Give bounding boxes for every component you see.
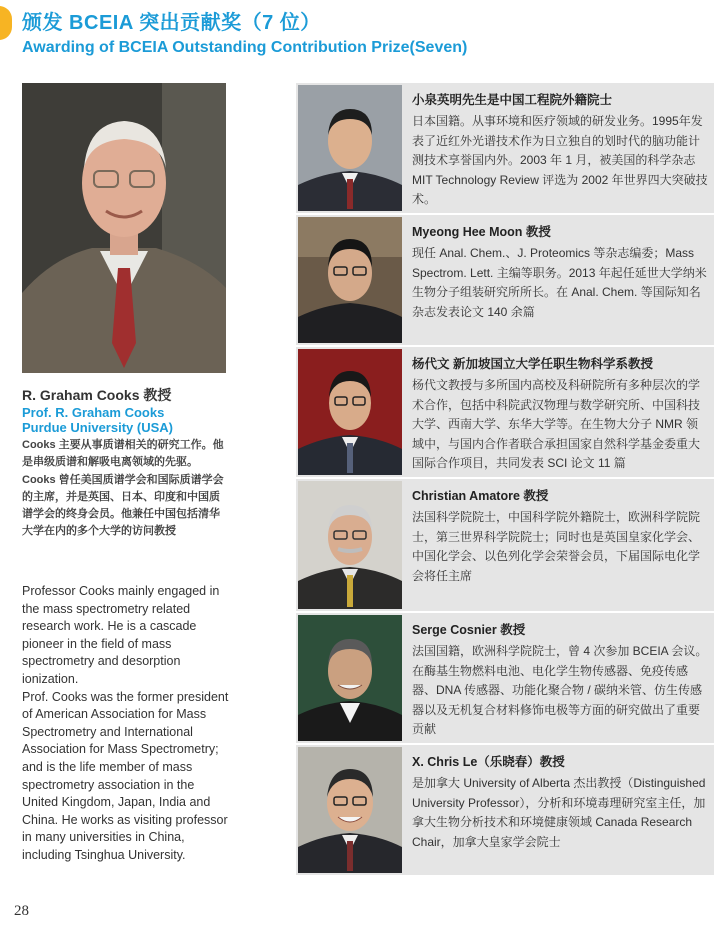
awardee-photo — [298, 85, 402, 211]
awardee-name: 小泉英明先生是中国工程院外籍院士 — [412, 93, 613, 107]
awardee-name: X. Chris Le（乐晓春）教授 — [412, 755, 565, 769]
awardee-name: 杨代文 新加坡国立大学任职生物科学系教授 — [412, 357, 653, 371]
awardee-description: 法国国籍，欧洲科学院院士，曾 4 次参加 BCEIA 会议。在酶基生物燃料电池、电化学生物传感器、免疫传感器、DNA 传感器、功能化聚合物 / 碳纳米管、仿生传感器以及无机复合材料修饰电极等方面的研究做出了重要贡献 — [412, 644, 708, 736]
awardee-description: 现任 Anal. Chem.、J. Proteomics 等杂志编委；Mass Spectrom. Lett. 主编等职务。2013 年起任延世大学纳米生物分子组装研究所所长。在 Anal. Chem. 等国际知名杂志发表论文 140 余篇 — [412, 246, 707, 319]
main-subtitle-university: Purdue University (USA) — [22, 420, 173, 435]
awardee-row — [296, 479, 714, 611]
main-awardee-subtitle — [22, 405, 173, 435]
awardee-row — [296, 613, 714, 743]
main-bio-cn-para2: Cooks 曾任美国质谱学会和国际质谱学会的主席，并是英国、日本、印度和中国质谱学会的终身会员。他兼任中国包括清华大学在内的多个大学的访问教授 — [22, 473, 224, 538]
awardee-name: Serge Cosnier 教授 — [412, 623, 526, 637]
awardee-photo — [298, 481, 402, 609]
main-portrait-photo — [22, 83, 226, 373]
main-bio-en-para1: Professor Cooks mainly engaged in the mass spectrometry related research work. He is a cascade pioneer in the field of mass spectrometry and desorption ionization. — [22, 584, 220, 686]
awardee-row — [296, 745, 714, 875]
awardee-row — [296, 215, 714, 345]
awardee-description: 日本国籍。从事环境和医疗领域的研发业务。1995年发表了近红外光谱技术作为日立独自的划时代的脑功能计测技术享誉国内外。2003 年 1 月，被美国的科学杂志 MIT Technology Review 评选为 2002 年世界四大突破技术。 — [412, 114, 708, 206]
page-title-en: Awarding of BCEIA Outstanding Contribution Prize(Seven) — [22, 39, 468, 56]
main-awardee-name: R. Graham Cooks 教授 — [22, 387, 172, 403]
awardee-description: 法国科学院院士，中国科学院外籍院士，欧洲科学院院士，第三世界科学院院士；同时也是英国皇家化学会、中国化学会、以色列化学会荣誉会员，下届国际电化学会将任主席 — [412, 510, 701, 583]
awardee-photo — [298, 615, 402, 741]
main-bio-en-para2: Prof. Cooks was the former president of American Association for Mass Spectrometry and International Association for Mass Spectrometry; and is the life member of mass spectrometry association in the United Kingdom, Japan, India and China. He works as visiting professor in many universities in China, including Tsinghua University. — [22, 689, 229, 862]
main-subtitle-name: Prof. R. Graham Cooks — [22, 405, 165, 420]
main-bio-cn — [22, 437, 230, 541]
awardee-name: Christian Amatore 教授 — [412, 489, 549, 503]
awardee-description: 杨代文教授与多所国内高校及科研院所有多种层次的学术合作，包括中科院武汉物理与数学研究所、中国科技大学、西南大学、东华大学等。在生物大分子 NMR 领域中，与国内合作者联合承担国家自然科学基金委重大国际合作项目，共同发表 SCI 论文 11 篇 — [412, 378, 701, 470]
awardee-description: 是加拿大 University of Alberta 杰出教授（Distinguished University Professor），分析和环境毒理研究室主任，加拿大生物分析技术和环境健康领域 Canada Research Chair，加拿大皇家学会院士 — [412, 776, 706, 849]
main-bio-cn-para1: Cooks 主要从事质谱相关的研究工作。他是串级质谱和解吸电离领域的先驱。 — [22, 439, 224, 469]
awardee-row — [296, 347, 714, 477]
awardee-photo — [298, 747, 402, 873]
awardee-photo — [298, 349, 402, 475]
page-number: 28 — [14, 903, 29, 919]
awardee-row — [296, 83, 714, 213]
main-bio-en — [22, 583, 230, 865]
header-tab-marker — [0, 6, 12, 40]
page-title-cn: 颁发 BCEIA 突出贡献奖（7 位） — [22, 12, 321, 34]
awardee-photo — [298, 217, 402, 343]
awardee-name: Myeong Hee Moon 教授 — [412, 225, 551, 239]
